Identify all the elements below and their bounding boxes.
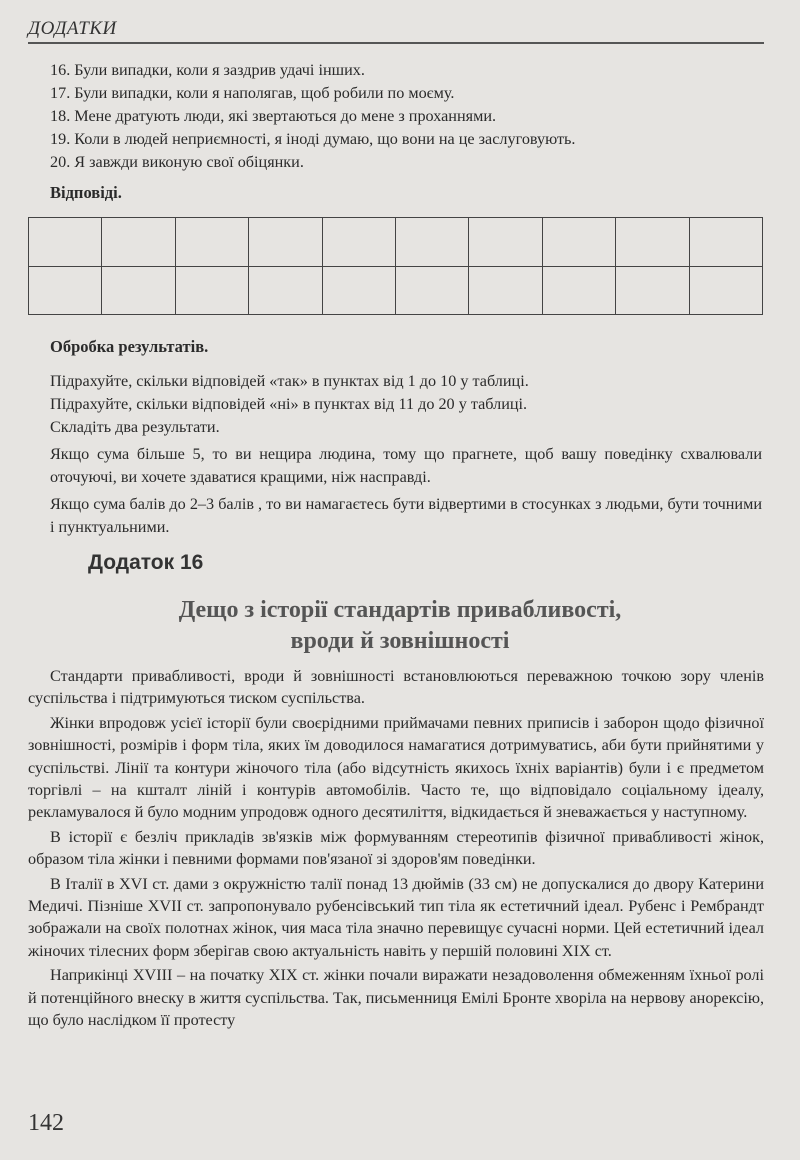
paragraph: Стандарти привабливості, вроди й зовнішності встановлюються переважною точкою зору членів суспільства і підтримуються тиском суспільства. bbox=[28, 667, 764, 708]
table-cell bbox=[616, 218, 689, 267]
table-cell bbox=[395, 266, 468, 315]
table-cell bbox=[322, 218, 395, 267]
questionnaire-item: 17. Були випадки, коли я наполягав, щоб робили по моєму. bbox=[50, 84, 455, 102]
article-title-line: вроди й зовнішності bbox=[290, 628, 510, 654]
page-number: 142 bbox=[28, 1110, 64, 1136]
processing-instructions bbox=[50, 370, 762, 539]
table-cell bbox=[249, 266, 322, 315]
article-title-line: Дещо з історії стандартів привабливості, bbox=[178, 597, 622, 623]
table-cell bbox=[175, 218, 248, 267]
processing-heading: Обробка результатів. bbox=[50, 337, 209, 356]
table-cell bbox=[249, 218, 322, 267]
table-cell bbox=[469, 266, 542, 315]
questionnaire-item: 16. Були випадки, коли я заздрив удачі інших. bbox=[50, 61, 365, 79]
questionnaire-item: 20. Я завжди виконую свої обіцянки. bbox=[50, 153, 304, 171]
running-head: ДОДАТКИ bbox=[28, 18, 764, 44]
answers-table bbox=[28, 217, 763, 315]
questionnaire-item: 19. Коли в людей неприємності, я іноді думаю, що вони на це заслуговують. bbox=[50, 130, 576, 148]
instruction-line: Складіть два результати. bbox=[50, 418, 220, 436]
table-row bbox=[29, 266, 763, 315]
table-row bbox=[29, 218, 763, 267]
result-interpretation: Якщо сума більше 5, то ви нещира людина, тому що прагнете, щоб вашу поведінку схвалювали оточуючі, ви хочете здаватися кращими, ніж насправді. bbox=[50, 445, 762, 486]
table-cell bbox=[542, 266, 615, 315]
paragraph: В Італії в XVI ст. дами з окружністю талії понад 13 дюймів (33 см) не допускалися до двору Катерини Медичі. Пізніше XVII ст. запропонувало рубенсівський тип тіла як естетичний ідеал. Рубенс і Рембрандт зображали на своїх полотнах жінок, чия маса тіла значно перевищує сучасні норми. Цей естетичний ідеал жіночих тілесних форм зберігав свою актуальність навіть у першій половині XIX ст. bbox=[28, 874, 764, 960]
table-cell bbox=[102, 266, 175, 315]
table-cell bbox=[616, 266, 689, 315]
table-cell bbox=[29, 218, 102, 267]
table-cell bbox=[469, 218, 542, 267]
article-body bbox=[28, 665, 764, 1034]
instruction-line: Підрахуйте, скільки відповідей «ні» в пунктах від 11 до 20 у таблиці. bbox=[50, 395, 528, 413]
table-cell bbox=[29, 266, 102, 315]
table-cell bbox=[175, 266, 248, 315]
table-cell bbox=[689, 218, 762, 267]
table-cell bbox=[395, 218, 468, 267]
questionnaire-items bbox=[50, 59, 762, 174]
paragraph: В історії є безліч прикладів зв'язків між формуванням стереотипів фізичної привабливості жінок, образом тіла жінки і певними формами пов'язаної зі здоров'ям поведінки. bbox=[28, 827, 764, 869]
table-cell bbox=[102, 218, 175, 267]
result-interpretation: Якщо сума балів до 2–3 балів , то ви намагаєтесь бути відвертими в стосунках з людьми, бути точними і пунктуальними. bbox=[50, 495, 762, 536]
answers-heading: Відповіді. bbox=[50, 183, 122, 202]
table-cell bbox=[542, 218, 615, 267]
table-cell bbox=[689, 266, 762, 315]
table-cell bbox=[322, 266, 395, 315]
article-title bbox=[0, 595, 800, 657]
paragraph: Жінки впродовж усієї історії були своєрідними приймачами певних приписів і заборон щодо фізичної зовнішності, розмірів і форм тіла, яких їм доводилося намагатися дотримуватись, аби бути прийнятими у суспільстві. Лінії та контури жіночого тіла (або відсутність якихось їхніх варіантів) були і є предметом торгівлі – на кшталт ліній і контурів автомобілів. Часто те, що відповідало соціальному ідеалу, рекламувалося й було модним упродовж одного десятиліття, відкидається й зневажається у наступному. bbox=[28, 713, 764, 822]
appendix-label: Додаток 16 bbox=[88, 551, 204, 574]
paragraph: Наприкінці XVIII – на початку XIX ст. жінки почали виражати незадоволення обмеженням їхньої ролі й потенційного внеску в життя суспільства. Так, письменниця Емілі Бронте хворіла на нервову анорексію, що було наслідком її протесту bbox=[28, 966, 764, 1030]
questionnaire-item: 18. Мене дратують люди, які звертаються до мене з проханнями. bbox=[50, 107, 497, 125]
instruction-line: Підрахуйте, скільки відповідей «так» в пунктах від 1 до 10 у таблиці. bbox=[50, 372, 529, 390]
